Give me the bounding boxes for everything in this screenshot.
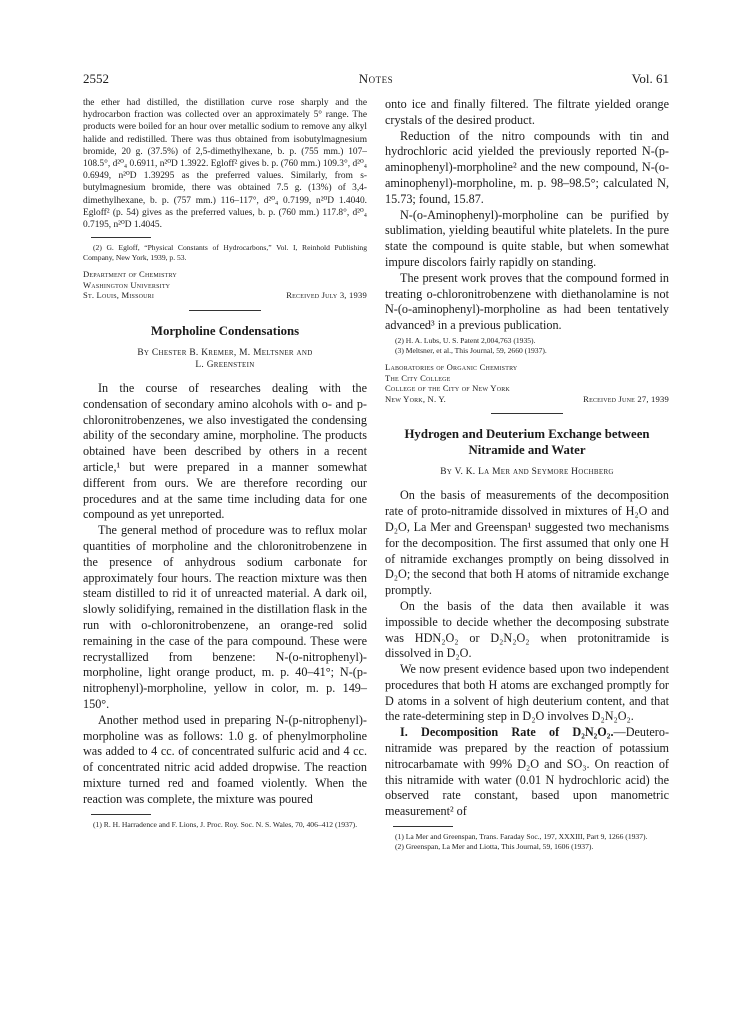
paragraph (385, 725, 669, 820)
address-line: College of the City of New York (385, 383, 510, 394)
right-column (385, 97, 669, 852)
section-separator (491, 413, 563, 414)
volume-label: Vol. 61 (631, 71, 669, 86)
address-block (83, 269, 367, 301)
footnote-rule (91, 814, 151, 815)
continued-text: the ether had distilled, the distillation curve rose sharply and the hydrocarbon fraction was collected over an approximately 5° range. The products were boiled for an hour over metallic sodium to remove any alkyl halide and redistilled. There was thus obtained from isobutylmagnesium bromide, 20 g. (37.5%) of 2,5-dimethylhexane, b. p. (755 mm.) 107–108.5°, d²⁰₄ 0.6911, n²⁰D 1.3922. Egloff² gives b. p. (760 mm.) 109.3°, d²⁰₄ 0.6949, n²⁰D 1.39295 as the preferred values. Similarly, from s-butylmagnesium bromide, there was obtained 7.5 g. (13%) of 3,4-dimethylhexane, b. p. (757 mm.) 116–117°, d²⁰₄ 0.7199, n²⁰D 1.4040. Egloff² (p. 54) gives as the preferred values, b. p. (760 mm.) 117.8°, d²⁰₄ 0.7195, n²⁰D 1.4045. (83, 98, 367, 231)
paragraph: On the basis of the data then available it was impossible to decide whether the decomposing substrate was HDN₂O₂ or D₂N₂O₂ when protonitramide is dissolved in D₂O. (385, 598, 669, 661)
section-heading: I. Decomposition Rate of D₂N₂O₂. (400, 725, 614, 740)
footnote-1: (1) R. H. Harradence and F. Lions, J. Proc. Roy. Soc. N. S. Wales, 70, 406–412 (1937). (93, 819, 358, 829)
paragraph-text: —Deutero-nitramide was prepared by the reaction of potassium nitrocarbamate with 99% D₂O and SO₃. On reaction of this nitramide with water (0.01 N hydrochloric acid) the observed rate constant, based upon manometric measurement² of (385, 725, 669, 819)
title-line: Hydrogen and Deuterium Exchange between (404, 427, 650, 442)
paragraph: Reduction of the nitro compounds with tin and hydrochloric acid yielded the previously reported N-(p-aminophenyl)-morpholine² and the new compound, N-(o-aminophenyl)-morpholine, m. p. 98–98.5°; calculated N, 15.73; found, 15.87. (385, 128, 669, 206)
paragraph: In the course of researches dealing with the condensation of secondary amino alcohols with o- and p-chloronitrobenzenes, we also investigated the condensing ability of the secondary amine, morpholine. The products obtained have been described by others in a recent article,¹ but were prepared in a manner somewhat different from ours. We are therefore recording our procedures and at the same time including data for one compound as yet unreported. (83, 381, 367, 522)
footnote-2: (2) G. Egloff, “Physical Constants of Hydrocarbons,” Vol. I, Reinhold Publishing Company, New York, 1939, p. 53. (83, 243, 367, 263)
address-line: New York, N. Y. (385, 393, 446, 404)
title-line: Nitramide and Water (468, 443, 586, 458)
paragraph: The present work proves that the compound formed in treating o-chloronitrobenzene with diethanolamine is not N-(o-aminophenyl)-morpholine as had been tentatively advanced³ in a previous publication. (385, 270, 669, 333)
byline-line: L. Greenstein (195, 360, 255, 371)
footnote-rule (393, 826, 453, 827)
address-block (385, 362, 669, 404)
left-column (83, 97, 367, 830)
section-separator (189, 310, 261, 311)
byline-line: By Chester B. Kremer, M. Meltsner and (137, 348, 313, 359)
footnote-1: (1) La Mer and Greenspan, Trans. Faraday Soc., 197, XXXIII, Part 9, 1266 (1937). (395, 832, 648, 842)
article-title (385, 426, 669, 458)
paragraph: onto ice and finally filtered. The filtrate yielded orange crystals of the desired product. (385, 97, 669, 127)
paragraph: We now present evidence based upon two independent procedures that both H atoms are exchanged promptly for D atoms in a solvent of high deuterium content, and that the rate-determining step in D₂O involves D₂N₂O₂. (385, 662, 669, 724)
address-line: Laboratories of Organic Chemistry (385, 361, 518, 372)
paragraph: The general method of procedure was to reflux molar quantities of morpholine and the chloronitrobenzene in the presence of anhydrous sodium carbonate for approximately four hours. The reaction mixture was then steam distilled to rid it of unreacted material. A dark oil, slowly solidifying, remained in the distillation flask in the run with o-chloronitrobenzene, an orange-red solid remaining in the case of the para compound. These were recrystallized from benzene: N-(o-nitrophenyl)-morpholine, light orange product, m. p. 40–41°; N-(p-nitrophenyl)-morpholine, yellow in color, m. p. 149–150°. (83, 523, 367, 711)
address-line: Washington University (83, 279, 171, 290)
article-title: Morpholine Condensations (150, 324, 300, 339)
page-number: 2552 (83, 71, 109, 86)
address-line: Department of Chemistry (83, 269, 177, 280)
address-line: The City College (385, 372, 451, 383)
address-line: St. Louis, Missouri (83, 290, 155, 301)
paragraph: On the basis of measurements of the decomposition rate of proto-nitramide dissolved in mixtures of H₂O and D₂O, La Mer and Greenspan¹ suggested two mechanisms for the decomposition. The first assumed that only one H of nitramide exchanges promptly on being dissolved in D₂O; the second that both H atoms of nitramide exchange promptly. (385, 488, 669, 598)
byline (83, 347, 367, 371)
running-head: Notes (358, 71, 394, 86)
received-date: Received June 27, 1939 (583, 393, 669, 404)
received-date: Received July 3, 1939 (286, 290, 367, 301)
page-header (83, 71, 669, 89)
footnote-rule (91, 237, 151, 238)
byline: By V. K. La Mer and Seymore Hochberg (440, 467, 614, 478)
paragraph: Another method used in preparing N-(p-nitrophenyl)-morpholine was as follows: 1.0 g. of phenylmorpholine was added to 4 cc. of concentrated sulfuric acid and 4 cc. of concentrated nitric acid added dropwise. The reaction mixture turned red and foamed violently. When the reaction was complete, the mixture was poured (83, 712, 367, 806)
paragraph: N-(o-Aminophenyl)-morpholine can be purified by sublimation, yielding beautiful white platelets. In the pure state the compound is quite stable, but when somewhat impure discolors fairly rapidly on standing. (385, 207, 669, 269)
footnote-2: (2) Greenspan, La Mer and Liotta, This Journal, 59, 1606 (1937). (395, 842, 594, 852)
footnote-3: (3) Meltsner, et al., This Journal, 59, 2660 (1937). (395, 345, 547, 355)
footnote-2: (2) H. A. Lubs, U. S. Patent 2,004,763 (1935). (395, 335, 536, 345)
